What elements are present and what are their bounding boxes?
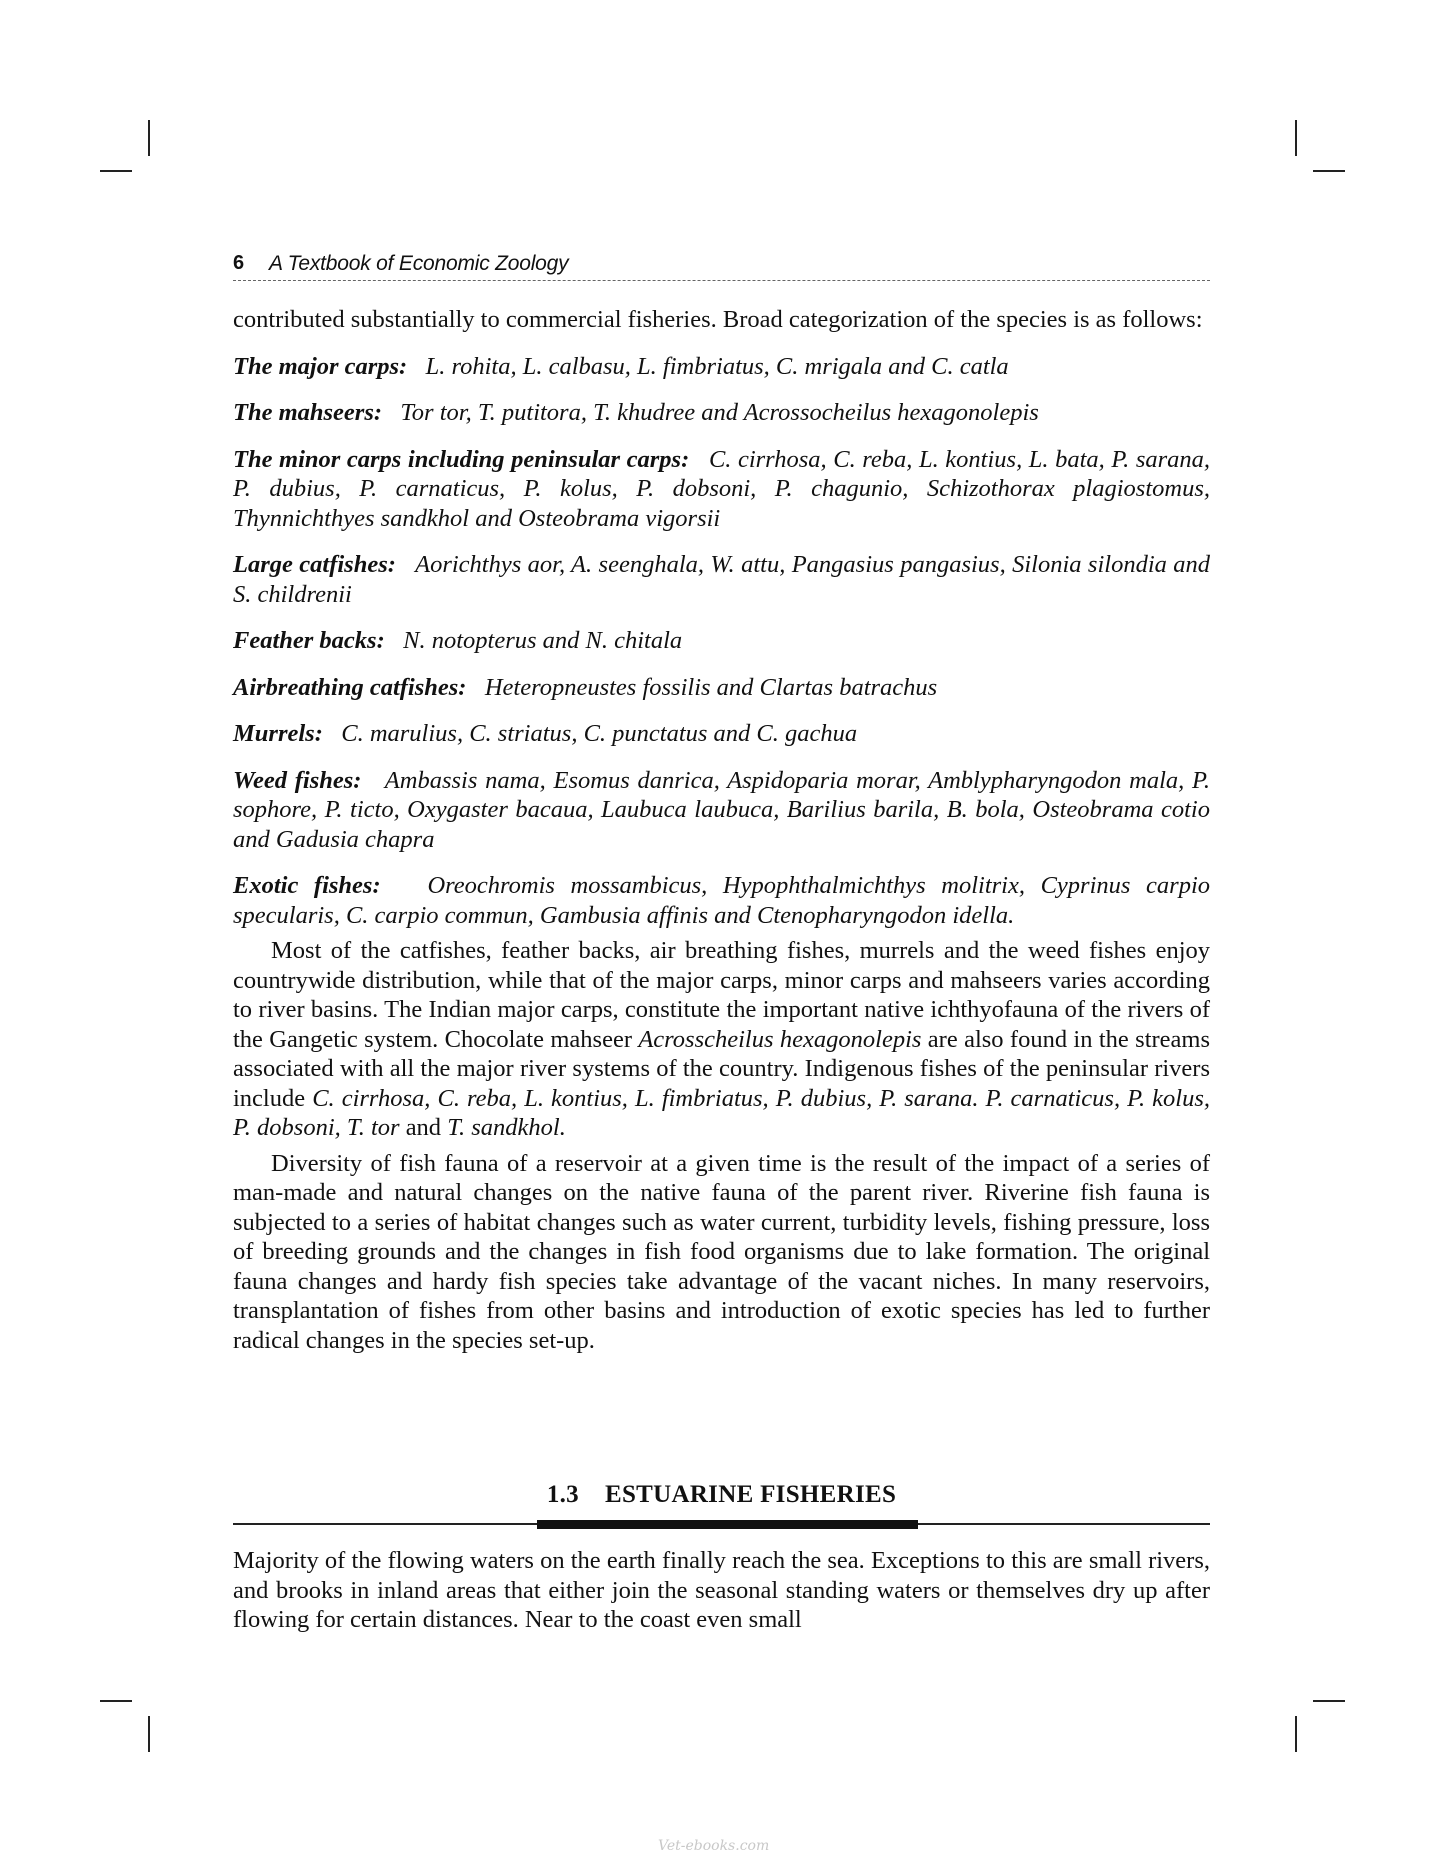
estuarine-paragraph: Majority of the flowing waters on the earth finally reach the sea. Exceptions to this are small rivers, and brooks in inland areas that either join the seasonal standing waters or themselves dry up after flowing for certain distances. Near to the coast even small bbox=[233, 1547, 1210, 1633]
category-minor-carps bbox=[233, 445, 1210, 534]
category-mahseers bbox=[233, 398, 1210, 428]
crop-mark-top-left-vertical bbox=[148, 120, 150, 156]
category-species: Tor tor, T. putitora, T. khudree and Acrossocheilus hexagonolepis bbox=[400, 399, 1039, 426]
crop-mark-top-right-vertical bbox=[1295, 120, 1297, 156]
category-weed-fishes bbox=[233, 766, 1210, 855]
category-label: Exotic fishes: bbox=[233, 872, 381, 899]
category-label: Large catfishes: bbox=[233, 551, 396, 578]
crop-mark-bottom-right-vertical bbox=[1295, 1716, 1297, 1752]
crop-mark-bottom-left-vertical bbox=[148, 1716, 150, 1752]
species-name: Acrosscheilus hexagonolepis bbox=[638, 1025, 922, 1053]
section-body bbox=[233, 1546, 1210, 1635]
section-number: 1.3 bbox=[546, 1481, 579, 1508]
category-species: Heteropneustes fossilis and Clartas batrachus bbox=[484, 673, 938, 701]
paragraph-text: Most of the catfishes, feather backs, air breathing fishes, murrels and the weed fishes enjoy countrywide distribution, while that of the major carps, minor carps and mahseers varies according to river basins. The Indian major carps, constitute the important native ichthyofauna of the rivers of the Gangetic system. Chocolate mahseer bbox=[233, 937, 1210, 1053]
page-number: 6 bbox=[233, 252, 245, 274]
page-body bbox=[233, 305, 1210, 1355]
category-species: Ambassis nama, Esomus danrica, Aspidoparia morar, Amblypharyngodon mala, P. sophore, P. ticto, Oxygaster bacaua, Laubuca laubuca, Barilius barila, B. bola, Osteobrama cotio and Gadusia chapra bbox=[233, 766, 1210, 853]
category-large-catfishes bbox=[233, 550, 1210, 609]
paragraph-text: are also found in the streams associated with all the major river systems of the country. Indigenous fishes of the peninsular rivers include bbox=[233, 1025, 1211, 1112]
category-label: Airbreathing catfishes: bbox=[233, 673, 467, 701]
category-label: The minor carps including peninsular carps: bbox=[233, 445, 690, 473]
category-murrels bbox=[233, 719, 1210, 749]
crop-mark-top-right-horizontal bbox=[1313, 170, 1345, 172]
intro-paragraph: contributed substantially to commercial fisheries. Broad categorization of the species is as follows: bbox=[233, 306, 1203, 333]
paragraph-text: and bbox=[399, 1114, 448, 1141]
crop-mark-bottom-left-horizontal bbox=[100, 1700, 132, 1702]
category-label: The mahseers: bbox=[233, 399, 383, 426]
category-species: Oreochromis mossambicus, Hypophthalmichthys molitrix, Cyprinus carpio specularis, C. carpio commun, Gambusia affinis and Ctenopharyngodon idella. bbox=[233, 872, 1210, 929]
species-name: T. sandkhol. bbox=[447, 1114, 566, 1141]
category-label: Weed fishes: bbox=[233, 766, 362, 794]
category-label: The major carps: bbox=[233, 352, 408, 380]
category-airbreathing-catfishes bbox=[233, 673, 1210, 703]
crop-mark-bottom-right-horizontal bbox=[1313, 1700, 1345, 1702]
running-header bbox=[233, 248, 1210, 281]
category-major-carps bbox=[233, 352, 1210, 382]
book-title: A Textbook of Economic Zoology bbox=[269, 252, 569, 275]
category-species: Aorichthys aor, A. seenghala, W. attu, Pangasius pangasius, Silonia silondia and S. childrenii bbox=[233, 551, 1211, 608]
watermark: Vet-ebooks.com bbox=[658, 1838, 770, 1854]
category-label: Feather backs: bbox=[233, 627, 385, 654]
section-rule-accent bbox=[537, 1520, 918, 1529]
category-species: L. rohita, L. calbasu, L. fimbriatus, C. mrigala and C. catla bbox=[425, 352, 1009, 380]
category-feather-backs bbox=[233, 626, 1210, 656]
category-species: C. cirrhosa, C. reba, L. kontius, L. bata, P. sarana, P. dubius, P. carnaticus, P. kolus, P. dobsoni, P. chagunio, Schizothorax plagiostomus, Thynnichthyes sandkhol and Osteobrama vigorsii bbox=[233, 445, 1211, 532]
category-exotic-fishes bbox=[233, 871, 1210, 930]
category-label: Murrels: bbox=[233, 720, 323, 747]
distribution-paragraph bbox=[233, 936, 1210, 1143]
species-list: C. cirrhosa, C. reba, L. kontius, L. fimbriatus, P. dubius, P. sarana. P. carnaticus, P. kolus, P. dobsoni, T. tor bbox=[233, 1084, 1210, 1141]
section-title: ESTUARINE FISHERIES bbox=[604, 1481, 897, 1508]
section-heading bbox=[233, 1475, 1210, 1535]
diversity-paragraph: Diversity of fish fauna of a reservoir at a given time is the result of the impact of a series of man-made and natural changes on the native fauna of the parent river. Riverine fish fauna is subjected to a series of habitat changes such as water current, turbidity levels, fishing pressure, loss of breeding grounds and the changes in fish food organisms due to lake formation. The original fauna changes and hardy fish species take advantage of the vacant niches. In many reservoirs, transplantation of fishes from other basins and introduction of exotic species has led to further radical changes in the species set-up. bbox=[233, 1149, 1210, 1354]
category-species: C. marulius, C. striatus, C. punctatus and C. gachua bbox=[341, 720, 858, 747]
category-species: N. notopterus and N. chitala bbox=[403, 627, 683, 654]
crop-mark-top-left-horizontal bbox=[100, 170, 132, 172]
